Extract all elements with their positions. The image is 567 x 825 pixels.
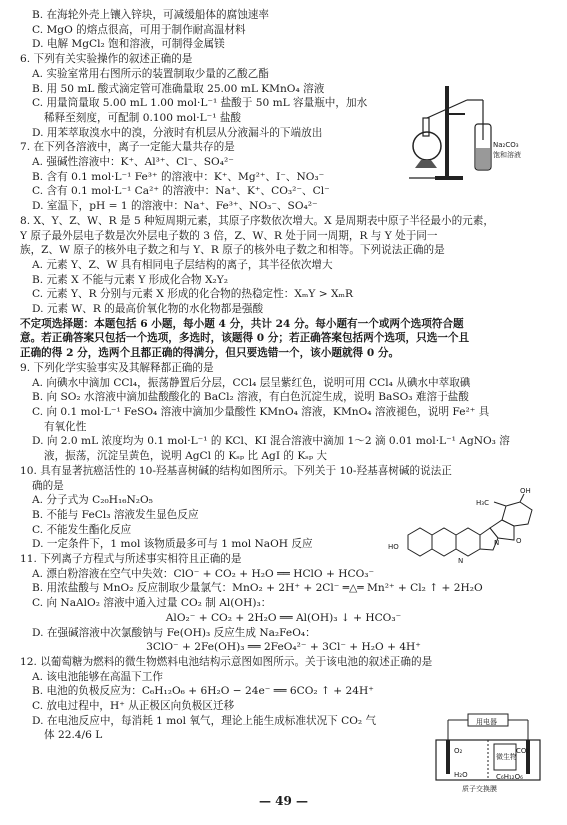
q6-option-c-cont: 稀释至刻度，可配制 0.100 mol·L⁻¹ 盐酸 [44, 111, 242, 124]
microbe-label: 微生物 [496, 753, 517, 761]
q7-option-b: B. 含有 0.1 mol·L⁻¹ Fe³⁺ 的溶液中：K⁺、Mg²⁺、I⁻、NO₃⁻ [32, 170, 325, 183]
q8-stem-cont-1: Y 原子最外层电子数是次外层电子数的 3 倍，Z、W、R 处于同一周期，R 与 Y 处于同一 [20, 229, 438, 242]
q8-option-b: B. 元素 X 不能与元素 Y 形成化合物 X₂Y₂ [32, 273, 229, 286]
oxygen-label: O [516, 537, 522, 545]
q7-stem: 7. 在下列各溶液中，离子一定能大量共存的是 [20, 141, 235, 154]
fuel-cell-figure [428, 712, 548, 792]
q9-option-c: C. 向 0.1 mol·L⁻¹ FeSO₄ 溶液中滴加少量酸性 KMnO₄ 溶液，KMnO₄ 溶液褪色，说明 Fe²⁺ 具 [32, 405, 490, 418]
o2-label: O₂ [454, 747, 463, 755]
load-label: 用电器 [476, 718, 497, 726]
oh-label: OH [520, 487, 531, 495]
hydroxy-label: HO [388, 543, 399, 551]
q8-option-a: A. 元素 Y、Z、W 具有相同电子层结构的离子，其半径依次增大 [32, 258, 333, 271]
section-heading: 不定项选择题：本题包括 6 小题，每小题 4 分，共计 24 分。每小题有一个或两个选项符合题 [20, 317, 464, 330]
q7-option-d: D. 室温下，pH = 1 的溶液中：Na⁺、Fe³⁺、NO₃⁻、SO₄²⁻ [32, 200, 318, 213]
nitrogen-label-1: N [458, 557, 464, 565]
q6-option-a: A. 实验室常用右图所示的装置制取少量的乙酸乙酯 [32, 67, 269, 80]
q5-option-b: B. 在海轮外壳上镶入锌块，可减缓船体的腐蚀速率 [32, 9, 269, 21]
ethyl-label: H₃C [476, 499, 489, 507]
q10-option-a: A. 分子式为 C₂₀H₁₆N₂O₅ [32, 494, 153, 507]
q9-option-d-cont: 液，振荡，沉淀呈黄色，说明 AgCl 的 Kₛₚ 比 AgI 的 Kₛₚ 大 [44, 450, 328, 463]
q12-option-d-cont: 体 22.4/6 L [44, 729, 103, 742]
q12-option-b: B. 电池的负极反应为：C₆H₁₂O₆ + 6H₂O − 24e⁻ ══ 6CO₂ ↑ + 24H⁺ [32, 685, 374, 698]
q8-stem-cont-2: 族，Z、W 原子的核外电子数之和与 Y、R 原子的核外电子数之和相等。下列说法正确的是 [20, 244, 445, 257]
q9-option-d: D. 向 2.0 mL 浓度均为 0.1 mol·L⁻¹ 的 KCl、KI 混合溶液中滴加 1～2 滴 0.01 mol·L⁻¹ AgNO₃ 溶 [32, 435, 510, 448]
q7-option-a: A. 强碱性溶液中：K⁺、Al³⁺、Cl⁻、SO₄²⁻ [32, 156, 234, 169]
q8-option-c: C. 元素 Y、R 分别与元素 X 形成的化合物的热稳定性：XₘY > XₘR [32, 288, 353, 301]
ester-apparatus-figure [405, 84, 525, 184]
molecule-structure-figure [388, 487, 548, 565]
q9-option-a: A. 向碘水中滴加 CCl₄，振荡静置后分层，CCl₄ 层呈紫红色，说明可用 CCl₄ 从碘水中萃取碘 [32, 376, 471, 389]
q11-option-b: B. 用浓盐酸与 MnO₂ 反应制取少量氯气：MnO₂ + 2H⁺ + 2Cl⁻ ═△═ Mn²⁺ + Cl₂ ↑ + 2H₂O [32, 582, 483, 595]
glucose-label: C₆H₁₂O₆ [496, 773, 523, 781]
q6-stem: 6. 下列有关实验操作的叙述正确的是 [20, 53, 193, 66]
q11-stem: 11. 下列离子方程式与所述事实相符且正确的是 [20, 553, 242, 566]
q8-option-d: D. 元素 W、R 的最高价氧化物的水化物都是强酸 [32, 303, 264, 316]
q5-option-d: D. 电解 MgCl₂ 饱和溶液，可制得金属镁 [32, 38, 225, 51]
q6-option-c: C. 用量筒量取 5.00 mL 1.00 mol·L⁻¹ 盐酸于 50 mL 容量瓶中，加水 [32, 97, 368, 110]
q10-option-c: C. 不能发生酯化反应 [32, 523, 132, 536]
q9-option-b: B. 向 SO₂ 水溶液中滴加盐酸酸化的 BaCl₂ 溶液，有白色沉淀生成，说明 BaSO₃ 难溶于盐酸 [32, 391, 469, 404]
q7-option-c: C. 含有 0.1 mol·L⁻¹ Ca²⁺ 的溶液中：Na⁺、K⁺、CO₃²⁻、Cl⁻ [32, 185, 330, 198]
q12-option-c: C. 放电过程中，H⁺ 从正极区向负极区迁移 [32, 700, 235, 713]
section-rule-2: 正确的得 2 分，选两个且都正确的得满分，但只要选错一个，该小题就得 0 分。 [20, 347, 400, 360]
q11-option-d: D. 在强碱溶液中次氯酸钠与 Fe(OH)₃ 反应生成 Na₂FeO₄： [32, 626, 316, 639]
q11-option-c-equation: AlO₂⁻ + CO₂ + 2H₂O ══ Al(OH)₃ ↓ + HCO₃⁻ [165, 611, 402, 624]
h2o-label: H₂O [454, 771, 468, 779]
q6-option-d: D. 用苯萃取溴水中的溴，分液时有机层从分液漏斗的下端放出 [32, 126, 323, 139]
q8-stem: 8. X、Y、Z、W、R 是 5 种短周期元素，其原子序数依次增大。X 是周期表中原子半径最小的元素， [20, 214, 494, 227]
q5-option-c: C. MgO 的熔点很高，可用于制作耐高温材料 [32, 23, 246, 36]
nitrogen-label-2: N [494, 539, 500, 547]
q11-option-c: C. 向 NaAlO₂ 溶液中通入过量 CO₂ 制 Al(OH)₃： [32, 597, 272, 610]
q11-option-d-equation: 3ClO⁻ + 2Fe(OH)₃ ══ 2FeO₄²⁻ + 3Cl⁻ + H₂O + 4H⁺ [146, 641, 421, 654]
membrane-label: 质子交换膜 [462, 785, 497, 793]
q10-option-d: D. 一定条件下，1 mol 该物质最多可与 1 mol NaOH 反应 [32, 538, 313, 551]
page-number: — 49 — [258, 794, 309, 808]
q10-stem: 10. 具有显著抗癌活性的 10-羟基喜树碱的结构如图所示。下列关于 10-羟基喜树碱的说法正 [20, 464, 452, 477]
q9-option-c-cont: 有氧化性 [44, 420, 87, 433]
reagent-label-2: 饱和溶液 [493, 151, 521, 159]
q10-option-b: B. 不能与 FeCl₃ 溶液发生显色反应 [32, 508, 199, 521]
q11-option-a: A. 漂白粉溶液在空气中失效：ClO⁻ + CO₂ + H₂O ══ HClO + HCO₃⁻ [32, 567, 375, 580]
q12-stem: 12. 以葡萄糖为燃料的微生物燃料电池结构示意图如图所示。关于该电池的叙述正确的是 [20, 655, 433, 668]
section-rule-1: 意。若正确答案只包括一个选项，多选时，该题得 0 分；若正确答案包括两个选项，只选一个且 [20, 332, 470, 345]
reagent-label-1: Na₂CO₃ [493, 141, 519, 149]
q12-option-d: D. 在电池反应中，每消耗 1 mol 氧气，理论上能生成标准状况下 CO₂ 气 [32, 714, 377, 727]
q6-option-b: B. 用 50 mL 酸式滴定管可准确量取 25.00 mL KMnO₄ 溶液 [32, 82, 325, 95]
co2-label: CO₂ [516, 747, 530, 755]
q9-stem: 9. 下列化学实验事实及其解释都正确的是 [20, 361, 214, 374]
q12-option-a: A. 该电池能够在高温下工作 [32, 670, 163, 683]
q10-stem-cont: 确的是 [32, 479, 64, 492]
